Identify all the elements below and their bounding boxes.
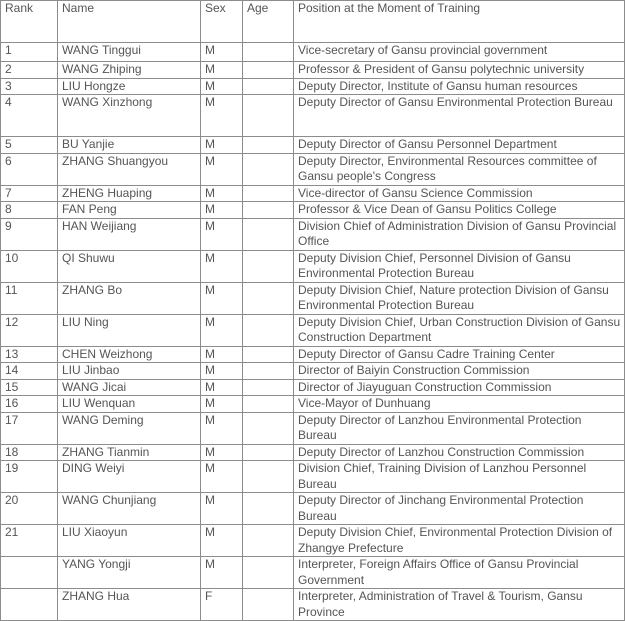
rank-cell: 5: [1, 137, 58, 154]
age-cell: [243, 557, 294, 589]
position-cell: Vice-director of Gansu Science Commission: [294, 185, 625, 202]
position-cell: Professor & Vice Dean of Gansu Politics College: [294, 202, 625, 219]
position-cell: Director of Jiayuguan Construction Commission: [294, 379, 625, 396]
table-body: [1, 43, 625, 621]
position-cell: Division Chief, Training Division of Lanzhou Personnel Bureau: [294, 461, 625, 493]
sex-cell: M: [201, 346, 243, 363]
rank-cell: 3: [1, 78, 58, 95]
name-cell: ZHENG Huaping: [58, 185, 201, 202]
name-cell: WANG Xinzhong: [58, 95, 201, 137]
table-row: [1, 314, 625, 346]
sex-cell: M: [201, 62, 243, 79]
position-cell: Interpreter, Administration of Travel & Tourism, Gansu Province: [294, 589, 625, 621]
position-cell: Professor & President of Gansu polytechnic university: [294, 62, 625, 79]
rank-cell: 21: [1, 525, 58, 557]
sex-cell: M: [201, 43, 243, 62]
age-cell: [243, 185, 294, 202]
rank-column-header: Rank: [1, 1, 58, 43]
age-cell: [243, 461, 294, 493]
position-cell: Director of Baiyin Construction Commission: [294, 363, 625, 380]
name-cell: FAN Peng: [58, 202, 201, 219]
name-cell: LIU Xiaoyun: [58, 525, 201, 557]
sex-cell: M: [201, 250, 243, 282]
rank-cell: 17: [1, 412, 58, 444]
rank-cell: 1: [1, 43, 58, 62]
sex-cell: M: [201, 493, 243, 525]
sex-cell: M: [201, 153, 243, 185]
name-cell: ZHANG Bo: [58, 282, 201, 314]
rank-cell: 19: [1, 461, 58, 493]
rank-cell: 6: [1, 153, 58, 185]
age-column-header: Age: [243, 1, 294, 43]
position-cell: Vice-Mayor of Dunhuang: [294, 396, 625, 413]
table-row: [1, 43, 625, 62]
name-cell: QI Shuwu: [58, 250, 201, 282]
table-row: [1, 153, 625, 185]
sex-cell: M: [201, 314, 243, 346]
position-cell: Deputy Division Chief, Personnel Division of Gansu Environmental Protection Bureau: [294, 250, 625, 282]
name-column-header: Name: [58, 1, 201, 43]
rank-cell: 7: [1, 185, 58, 202]
sex-cell: M: [201, 444, 243, 461]
name-cell: LIU Hongze: [58, 78, 201, 95]
table-row: [1, 589, 625, 621]
position-cell: Deputy Director, Institute of Gansu human resources: [294, 78, 625, 95]
sex-cell: M: [201, 137, 243, 154]
table-row: [1, 444, 625, 461]
table-row: [1, 557, 625, 589]
sex-cell: M: [201, 461, 243, 493]
table-row: [1, 250, 625, 282]
age-cell: [243, 525, 294, 557]
age-cell: [243, 363, 294, 380]
table-row: [1, 461, 625, 493]
sex-cell: M: [201, 557, 243, 589]
table-row: [1, 95, 625, 137]
name-cell: LIU Ning: [58, 314, 201, 346]
position-cell: Deputy Director of Gansu Personnel Department: [294, 137, 625, 154]
rank-cell: [1, 557, 58, 589]
table-row: [1, 412, 625, 444]
name-cell: YANG Yongji: [58, 557, 201, 589]
position-cell: Deputy Director of Lanzhou Construction Commission: [294, 444, 625, 461]
name-cell: LIU Jinbao: [58, 363, 201, 380]
table-row: [1, 218, 625, 250]
rank-cell: 16: [1, 396, 58, 413]
age-cell: [243, 62, 294, 79]
age-cell: [243, 493, 294, 525]
table-row: [1, 78, 625, 95]
rank-cell: 4: [1, 95, 58, 137]
sex-cell: M: [201, 525, 243, 557]
name-cell: ZHANG Hua: [58, 589, 201, 621]
name-cell: CHEN Weizhong: [58, 346, 201, 363]
table-row: [1, 363, 625, 380]
position-cell: Deputy Director of Jinchang Environmental Protection Bureau: [294, 493, 625, 525]
position-cell: Deputy Director, Environmental Resources committee of Gansu people's Congress: [294, 153, 625, 185]
table-header: [1, 1, 625, 43]
age-cell: [243, 153, 294, 185]
position-column-header: Position at the Moment of Training: [294, 1, 625, 43]
sex-cell: M: [201, 363, 243, 380]
position-cell: Interpreter, Foreign Affairs Office of Gansu Provincial Government: [294, 557, 625, 589]
rank-cell: 12: [1, 314, 58, 346]
sex-cell: M: [201, 202, 243, 219]
age-cell: [243, 412, 294, 444]
name-cell: WANG Jicai: [58, 379, 201, 396]
rank-cell: 8: [1, 202, 58, 219]
sex-cell: M: [201, 218, 243, 250]
sex-cell: M: [201, 282, 243, 314]
name-cell: WANG Tinggui: [58, 43, 201, 62]
position-cell: Division Chief of Administration Division of Gansu Provincial Office: [294, 218, 625, 250]
age-cell: [243, 589, 294, 621]
age-cell: [243, 202, 294, 219]
sex-cell: F: [201, 589, 243, 621]
age-cell: [243, 137, 294, 154]
position-cell: Deputy Division Chief, Urban Construction Division of Gansu Construction Department: [294, 314, 625, 346]
table-row: [1, 62, 625, 79]
position-cell: Deputy Division Chief, Environmental Protection Division of Zhangye Prefecture: [294, 525, 625, 557]
rank-cell: 18: [1, 444, 58, 461]
name-cell: BU Yanjie: [58, 137, 201, 154]
sex-column-header: Sex: [201, 1, 243, 43]
name-cell: ZHANG Shuangyou: [58, 153, 201, 185]
table-row: [1, 185, 625, 202]
rank-cell: [1, 589, 58, 621]
rank-cell: 13: [1, 346, 58, 363]
rank-cell: 2: [1, 62, 58, 79]
age-cell: [243, 396, 294, 413]
name-cell: WANG Zhiping: [58, 62, 201, 79]
name-cell: LIU Wenquan: [58, 396, 201, 413]
age-cell: [243, 346, 294, 363]
rank-cell: 10: [1, 250, 58, 282]
table-row: [1, 379, 625, 396]
rank-cell: 11: [1, 282, 58, 314]
rank-cell: 14: [1, 363, 58, 380]
sex-cell: M: [201, 396, 243, 413]
age-cell: [243, 444, 294, 461]
name-cell: ZHANG Tianmin: [58, 444, 201, 461]
age-cell: [243, 250, 294, 282]
table-row: [1, 282, 625, 314]
table-row: [1, 493, 625, 525]
table-row: [1, 525, 625, 557]
rank-cell: 20: [1, 493, 58, 525]
age-cell: [243, 95, 294, 137]
position-cell: Vice-secretary of Gansu provincial government: [294, 43, 625, 62]
sex-cell: M: [201, 185, 243, 202]
sex-cell: M: [201, 412, 243, 444]
table-row: [1, 202, 625, 219]
age-cell: [243, 314, 294, 346]
position-cell: Deputy Director of Lanzhou Environmental Protection Bureau: [294, 412, 625, 444]
header-row: [1, 1, 625, 43]
position-cell: Deputy Director of Gansu Environmental Protection Bureau: [294, 95, 625, 137]
age-cell: [243, 218, 294, 250]
sex-cell: M: [201, 78, 243, 95]
age-cell: [243, 43, 294, 62]
age-cell: [243, 379, 294, 396]
position-cell: Deputy Division Chief, Nature protection Division of Gansu Environmental Protection Bureau: [294, 282, 625, 314]
age-cell: [243, 282, 294, 314]
name-cell: DING Weiyi: [58, 461, 201, 493]
name-cell: WANG Chunjiang: [58, 493, 201, 525]
name-cell: WANG Deming: [58, 412, 201, 444]
name-cell: HAN Weijiang: [58, 218, 201, 250]
sex-cell: M: [201, 95, 243, 137]
age-cell: [243, 78, 294, 95]
table-row: [1, 396, 625, 413]
table-row: [1, 346, 625, 363]
rank-cell: 15: [1, 379, 58, 396]
rank-cell: 9: [1, 218, 58, 250]
position-cell: Deputy Director of Gansu Cadre Training Center: [294, 346, 625, 363]
sex-cell: M: [201, 379, 243, 396]
table-row: [1, 137, 625, 154]
